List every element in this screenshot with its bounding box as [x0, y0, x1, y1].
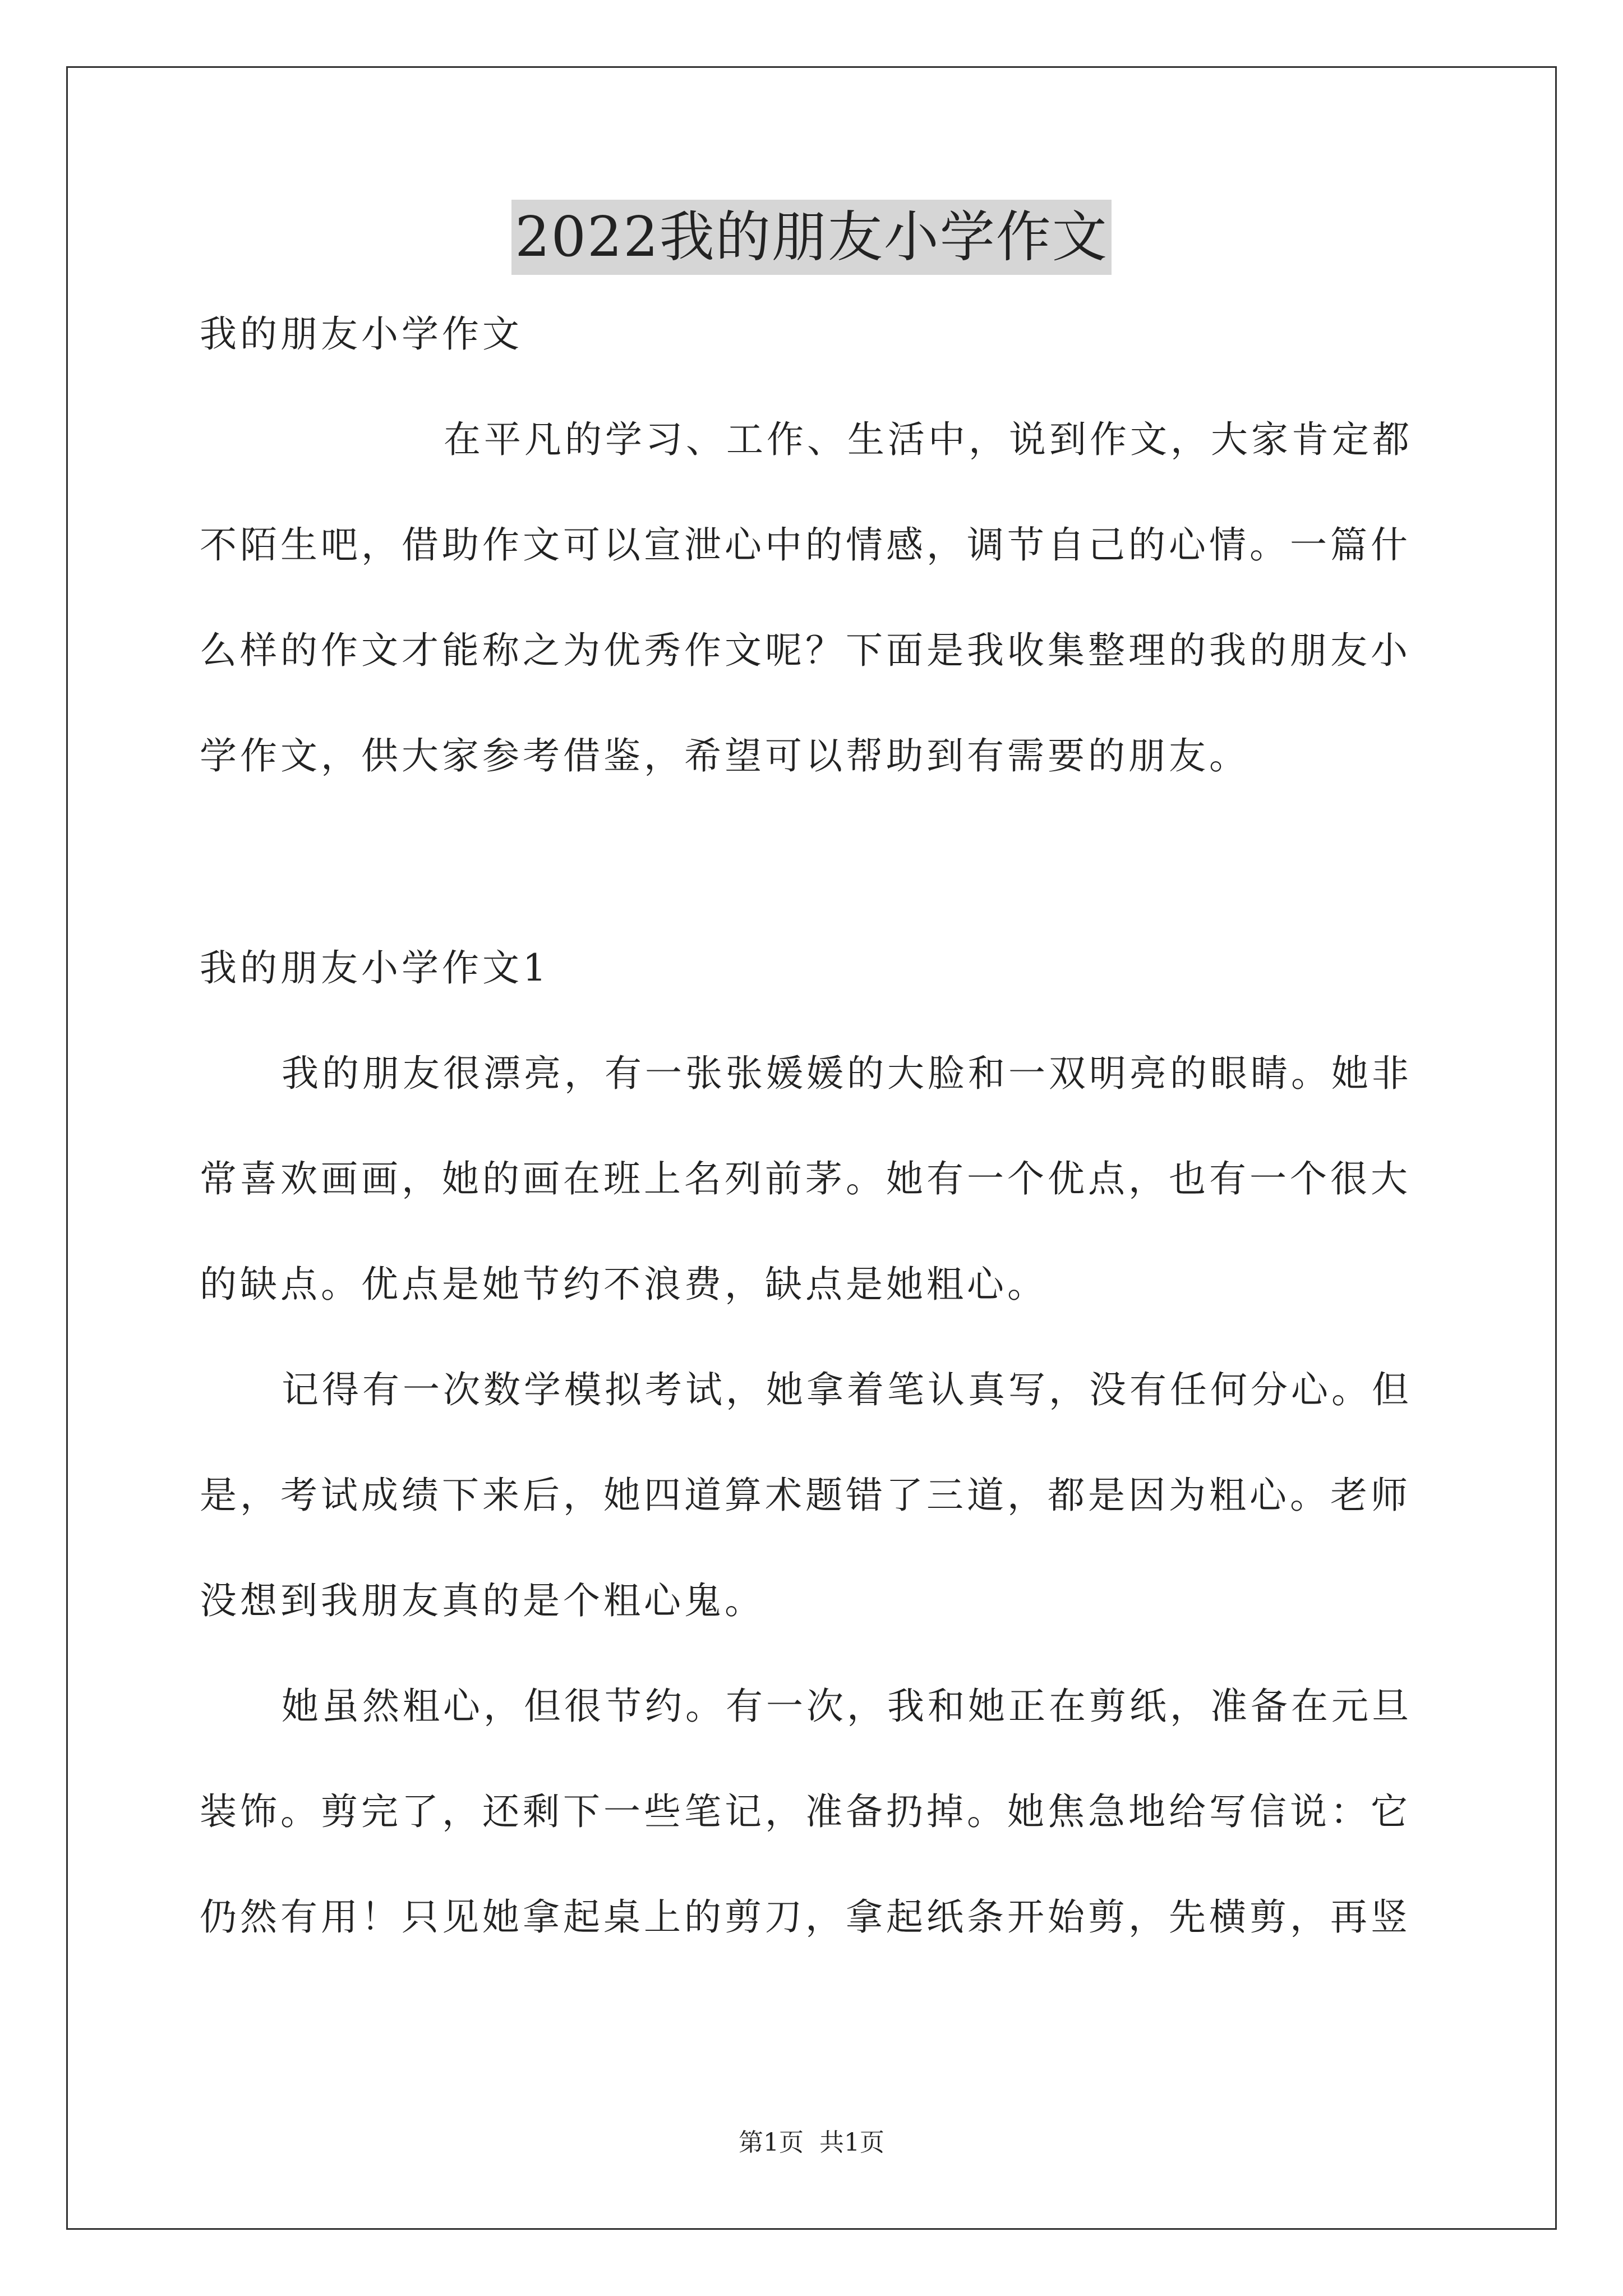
intro-line: 在平凡的学习、工作、生活中，说到作文，大家肯定都	[444, 418, 1413, 461]
document-body	[200, 307, 1428, 1944]
section-heading: 我的朋友小学作文1	[200, 946, 550, 990]
page-number: 第1页	[739, 2128, 804, 2157]
paragraph-line: 记得有一次数学模拟考试，她拿着笔认真写，没有任何分心。但	[282, 1368, 1412, 1411]
page-footer	[0, 2126, 1623, 2160]
paragraph-line: 没想到我朋友真的是个粗心鬼。	[200, 1579, 765, 1622]
paragraph-line: 常喜欢画画，她的画在班上名列前茅。她有一个优点，也有一个很大	[200, 1157, 1411, 1200]
title-wrap	[0, 200, 1623, 275]
paragraph-line: 她虽然粗心，但很节约。有一次，我和她正在剪纸，准备在元旦	[282, 1685, 1412, 1728]
paragraph-line: 仍然有用！只见她拿起桌上的剪刀，拿起纸条开始剪，先横剪，再竖	[200, 1895, 1411, 1939]
intro-line: 么样的作文才能称之为优秀作文呢？下面是我收集整理的我的朋友小	[200, 629, 1411, 672]
paragraph-line: 的缺点。优点是她节约不浪费，缺点是她粗心。	[200, 1263, 1048, 1306]
page-total: 共1页	[819, 2128, 884, 2157]
paragraph-line: 装饰。剪完了，还剩下一些笔记，准备扔掉。她焦急地给写信说：它	[200, 1790, 1411, 1833]
paragraph-line: 是，考试成绩下来后，她四道算术题错了三道，都是因为粗心。老师	[200, 1474, 1411, 1517]
intro-line: 不陌生吧，借助作文可以宣泄心中的情感，调节自己的心情。一篇什	[200, 523, 1411, 567]
intro-heading: 我的朋友小学作文	[200, 312, 523, 356]
intro-line: 学作文，供大家参考借鉴，希望可以帮助到有需要的朋友。	[200, 734, 1249, 777]
document-title: 2022我的朋友小学作文	[511, 200, 1111, 275]
paragraph-line: 我的朋友很漂亮，有一张张媛媛的大脸和一双明亮的眼睛。她非	[282, 1052, 1412, 1095]
